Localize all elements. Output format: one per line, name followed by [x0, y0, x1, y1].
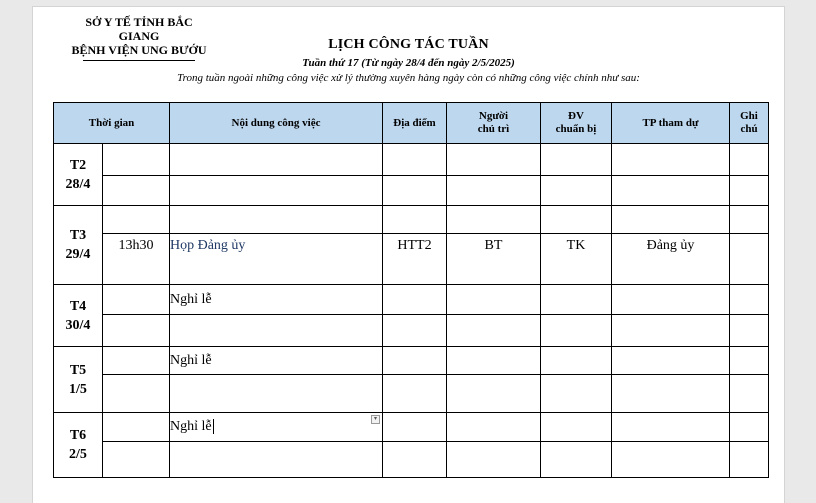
location-cell[interactable] [383, 144, 447, 176]
content-cell[interactable] [170, 144, 383, 176]
day-cell-t6[interactable]: T6 2/5 [54, 413, 103, 478]
col-host-header: Người chủ trì [447, 103, 541, 144]
host-cell[interactable] [447, 206, 541, 234]
prep-cell[interactable] [541, 175, 612, 206]
location-cell[interactable] [383, 175, 447, 206]
col-content-header: Nội dung công việc [170, 103, 383, 144]
prep-cell[interactable] [541, 375, 612, 413]
col-location-header: Địa điểm [383, 103, 447, 144]
content-cell[interactable] [170, 375, 383, 413]
prep-cell[interactable] [541, 285, 612, 315]
table-header-row [54, 103, 769, 144]
day-cell-t5[interactable]: T5 1/5 [54, 347, 103, 413]
table-row [54, 144, 769, 176]
table-row [54, 234, 769, 285]
prep-cell[interactable] [541, 144, 612, 176]
table-row [54, 375, 769, 413]
dropdown-arrow-icon[interactable]: ▾ [371, 415, 380, 424]
host-cell[interactable] [447, 442, 541, 478]
table-row [54, 285, 769, 315]
content-cell[interactable]: Nghỉ lễ [170, 347, 383, 375]
note-cell[interactable] [730, 347, 769, 375]
content-cell[interactable] [170, 315, 383, 347]
location-cell[interactable] [383, 347, 447, 375]
time-cell[interactable] [103, 315, 170, 347]
time-cell[interactable] [103, 144, 170, 176]
table-row [54, 347, 769, 375]
table-row [54, 315, 769, 347]
time-cell[interactable] [103, 347, 170, 375]
note-cell[interactable] [730, 375, 769, 413]
content-cell[interactable] [170, 442, 383, 478]
host-cell[interactable] [447, 375, 541, 413]
col-attendees-header: TP tham dự [612, 103, 730, 144]
table-row [54, 413, 769, 442]
note-cell[interactable] [730, 234, 769, 285]
col-prep-header: ĐV chuẩn bị [541, 103, 612, 144]
document-subtitle: Tuần thứ 17 (Từ ngày 28/4 đến ngày 2/5/2025) [302, 57, 515, 69]
note-cell[interactable] [730, 144, 769, 176]
attendees-cell[interactable] [612, 175, 730, 206]
location-cell[interactable] [383, 375, 447, 413]
document-intro: Trong tuần ngoài những công việc xử lý thường xuyên hàng ngày còn có những công việc chính như sau: [177, 72, 640, 84]
time-cell[interactable] [103, 175, 170, 206]
time-cell[interactable]: 13h30 [103, 234, 170, 285]
time-cell[interactable] [103, 375, 170, 413]
location-cell[interactable] [383, 285, 447, 315]
org-hospital: BỆNH VIỆN UNG BƯỚU [71, 43, 207, 57]
attendees-cell[interactable] [612, 206, 730, 234]
attendees-cell[interactable]: Đảng ủy [612, 234, 730, 285]
note-cell[interactable] [730, 442, 769, 478]
content-cell[interactable] [170, 206, 383, 234]
location-cell[interactable] [383, 206, 447, 234]
org-department: SỞ Y TẾ TỈNH BẮC GIANG [85, 15, 193, 43]
content-cell-active[interactable] [170, 413, 383, 442]
content-cell[interactable]: Nghỉ lễ [170, 285, 383, 315]
content-cell[interactable]: Họp Đảng ủy [170, 234, 383, 285]
time-cell[interactable] [103, 206, 170, 234]
day-cell-t2[interactable]: T2 28/4 [54, 144, 103, 206]
attendees-cell[interactable] [612, 413, 730, 442]
note-cell[interactable] [730, 413, 769, 442]
attendees-cell[interactable] [612, 375, 730, 413]
host-cell[interactable] [447, 175, 541, 206]
host-cell[interactable] [447, 285, 541, 315]
attendees-cell[interactable] [612, 315, 730, 347]
time-cell[interactable] [103, 442, 170, 478]
note-cell[interactable] [730, 315, 769, 347]
attendees-cell[interactable] [612, 144, 730, 176]
location-cell[interactable] [383, 315, 447, 347]
attendees-cell[interactable] [612, 285, 730, 315]
prep-cell[interactable]: TK [541, 234, 612, 285]
document-title: LỊCH CÔNG TÁC TUẦN [328, 37, 489, 52]
col-note-header: Ghi chú [730, 103, 769, 144]
day-cell-t3[interactable]: T3 29/4 [54, 206, 103, 285]
host-cell[interactable] [447, 413, 541, 442]
host-cell[interactable] [447, 144, 541, 176]
location-cell[interactable] [383, 442, 447, 478]
host-cell[interactable] [447, 347, 541, 375]
content-cell[interactable] [170, 175, 383, 206]
col-time-header: Thời gian [54, 103, 170, 144]
text-cursor [213, 419, 214, 434]
prep-cell[interactable] [541, 442, 612, 478]
content-text[interactable]: Nghỉ lễ [170, 419, 212, 434]
location-cell[interactable] [383, 413, 447, 442]
prep-cell[interactable] [541, 347, 612, 375]
time-cell[interactable] [103, 413, 170, 442]
note-cell[interactable] [730, 206, 769, 234]
attendees-cell[interactable] [612, 442, 730, 478]
table-row [54, 175, 769, 206]
note-cell[interactable] [730, 285, 769, 315]
day-cell-t4[interactable]: T4 30/4 [54, 285, 103, 347]
host-cell[interactable]: BT [447, 234, 541, 285]
time-cell[interactable] [103, 285, 170, 315]
note-cell[interactable] [730, 175, 769, 206]
host-cell[interactable] [447, 315, 541, 347]
document-page [32, 6, 785, 503]
prep-cell[interactable] [541, 413, 612, 442]
schedule-table [53, 102, 769, 478]
prep-cell[interactable] [541, 206, 612, 234]
prep-cell[interactable] [541, 315, 612, 347]
attendees-cell[interactable] [612, 347, 730, 375]
table-row [54, 442, 769, 478]
table-row [54, 206, 769, 234]
location-cell[interactable]: HTT2 [383, 234, 447, 285]
